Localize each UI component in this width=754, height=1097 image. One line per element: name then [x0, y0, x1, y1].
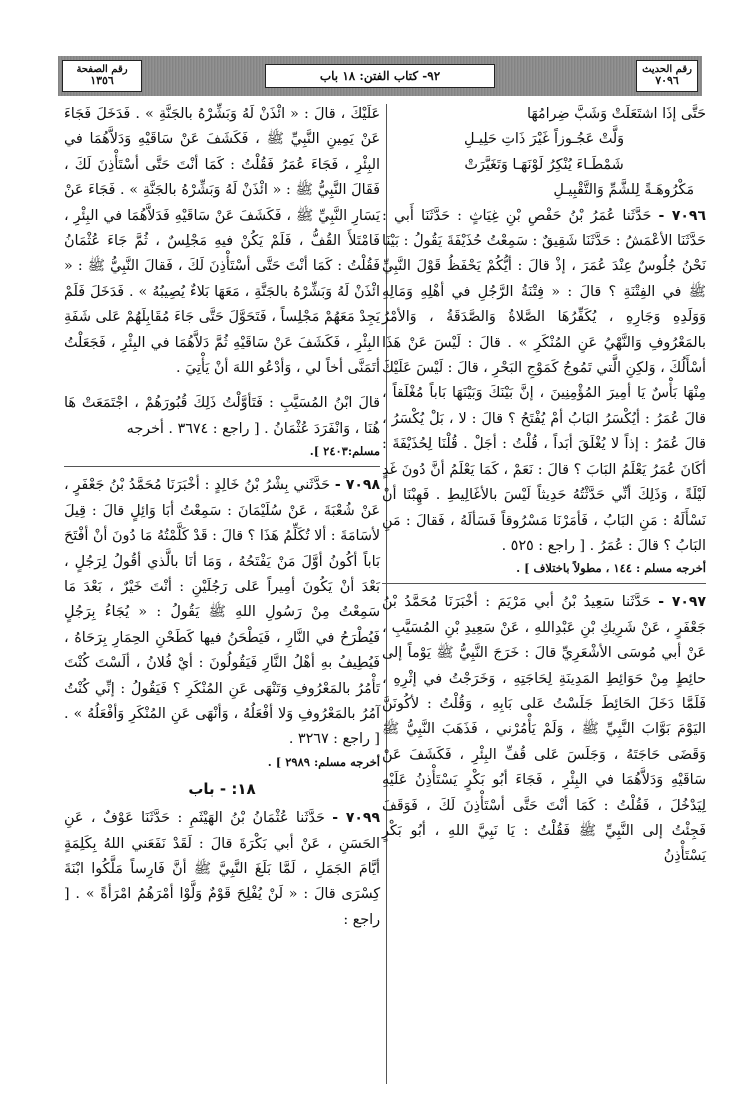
book-title: ٩٢- كتاب الفتن: ١٨ باب [319, 68, 441, 83]
poem-verse-2: وَلَّتْ عَجُـوزاً غَيْرَ ذَاتِ حَلِيـلِ [463, 131, 625, 148]
book-title-box [265, 64, 495, 88]
chapter-heading: ١٨: - باب [188, 779, 256, 798]
left-column [64, 102, 380, 933]
hadith-7099 [64, 806, 380, 933]
hadith-number-box [636, 60, 698, 92]
hadith-number-value: ٧٠٩٦ [655, 74, 679, 88]
hadith-7097-text: حَدَّثَنا سَعِيدُ بْنُ أبي مَرْيَمَ : أخْبَرَنَا مُحَمَّدُ بْنُ جَعْفَرٍ ، عَنْ شَرِيكِ بْنِ عَبْدِاللهِ ، عَنْ سَعِيدِ بْنِ المُسَيَّبِ ، عَنْ أبي مُوسَى الأشْعَرِيِّ قالَ : خَرَجَ النَّبِيُّ ﷺ يَوْماً إلى حائِطٍ مِنْ حَوَائِطِ المَدِينَةِ لِحَاجَتِهِ ، وَخَرَجْتُ في إثْرِهِ ، فَلَمَّا دَخَلَ الحَائِطَ جَلَسْتُ عَلى بَابِهِ ، وَقُلْتُ : لأكُونَنَّ اليَوْمَ بَوَّابَ النَّبِيِّ ﷺ ، وَلَمْ يَأْمُرْني ، فَذَهَبَ النَّبِيُّ ﷺ وَقَضَى حَاجَتَهُ ، وَجَلَسَ عَلى قُفِّ البِئْرِ ، فَكَشَفَ عَنْ سَاقَيْهِ وَدَلاَّهُمَا في البِئْرِ ، فَجَاءَ أبُو بَكْرٍ يَسْتَأْذِنُ عَلَيْهِ لِيَدْخُلَ ، فَقُلْتُ : كَمَا أنْتَ حَتَّى أسْتَأْذِنَ لَكَ ، فَوَقَفَ فَجِئْتُ إلى النَّبِيِّ ﷺ فَقُلْتُ : يَا نَبِيَّ اللهِ ، أبُو بَكْرٍ يَسْتَأْذِنُ [382, 594, 706, 865]
hadith-7096 [382, 204, 706, 560]
poem-verse-1: حَتَّى إذَا اشتَعَلَتْ وَشَبَّ ضِرامُهَا [526, 106, 706, 122]
page-number-box [62, 60, 142, 92]
hadith-number-7098: ٧٠٩٨ - [334, 477, 380, 494]
page-number-value: ١٣٥٦ [90, 74, 114, 88]
hadith-number-7096: ٧٠٩٦ - [658, 207, 707, 224]
hadith-7097-continuation: عَلَيْكَ ، قالَ : « ائْذَنْ لَهُ وَبَشِّرْهُ بالجَنَّةِ » . فَدَخَلَ فَجَاءَ عَنْ يَمِينِ النَّبِيِّ ﷺ ، فَكَشَفَ عَنْ سَاقَيْهِ وَدَلاَّهُمَا في البِئْرِ ، فَجَاءَ عُمَرُ فَقُلْتُ : كَمَا أنْتَ حَتَّى أسْتَأْذِنَ لَكَ ، فَقَالَ النَّبِيُّ ﷺ : « ائْذَنْ لَهُ وَبَشِّرْهُ بالجَنَّةِ » . فَجَاءَ عَنْ يَسَارِ النَّبِيِّ ﷺ ، فَكَشَفَ عَنْ سَاقَيْهِ فَدَلاَّهُمَا في البِئْرِ ، فَامْتَلأَ القُفُّ ، فَلَمْ يَكُنْ فيهِ مَجْلِسٌ ، ثُمَّ جَاءَ عُثْمَانُ فَقُلْتُ : كَمَا أنْتَ حَتَّى أسْتَأْذِنَ لَكَ ، فَقالَ النَّبِيُّ ﷺ : « ائْذَنْ لَهُ وَبَشِّرْهُ بالجَنَّةِ ، مَعَهَا بَلاءٌ يُصِيبُهُ » . فَدَخَلَ فَلَمْ يَجِدْ مَعَهُمْ مَجْلِساً ، فَتَحَوَّلَ حَتَّى جَاءَ مُقَابِلَهُمْ عَلى شَفَةِ البِئْرِ ، فَكَشَفَ عَنْ سَاقَيْهِ ثُمَّ دَلاَّهُمَا في البِئْرِ ، فَجَعَلْتُ أتَمَنَّى أخاً لي ، وَأدْعُو اللهَ أنْ يَأْتِيَ . [64, 106, 380, 377]
hadith-number-7099: ٧٠٩٩ - [332, 810, 380, 827]
hadith-7097 [382, 590, 706, 869]
hadith-separator [64, 466, 380, 467]
hadith-7098-reference: أخرجه مسلم: ٢٩٨٩ ] . [267, 754, 380, 769]
page-header [58, 56, 702, 96]
poem-verse-3: شَمْطَـاءَ يُنْكِرُ لَوْنَهَـا وَتَغَيَّرَتْ [464, 156, 624, 173]
hadith-number-label: رقم الحديث [642, 63, 692, 75]
ibn-musayyib-reference: مسلم:٢٤٠٣ ]. [309, 444, 380, 459]
ibn-musayyib-note: قالَ ابْنُ المُسَيَّبِ : فَتَأوَّلْتُ ذَلِكَ قُبُورَهُمْ ، اجْتَمَعَتْ هَا هُنَا ، وَانْفَرَدَ عُثْمَانُ . [ راجع : ٣٦٧٤ . أخرجه [64, 395, 380, 437]
poem-verse-4: مَكْرُوهَـةً لِلشَّمِّ وَالتَّقْبِيـلِ [553, 182, 694, 199]
hadith-7098 [64, 473, 380, 752]
hadith-7099-text: حَدَّثَنا عُثْمَانُ بْنُ الهَيْثَمِ : حَدَّثَنَا عَوْفٌ ، عَنِ الحَسَنِ ، عَنْ أبي بَكْرَةَ قالَ : لَقَدْ نَفَعَني اللهُ بِكَلِمَةٍ أيَّامَ الجَمَلِ ، لَمَّا بَلَغَ النَّبِيَّ ﷺ أنَّ فَارِساً مَلَّكُوا ابْنَةَ كِسْرَى قالَ : « لَنْ يُفْلِحَ قَوْمٌ وَلَّوْا أمْرَهُمُ امْرَأةً » . [ راجع : [64, 810, 380, 928]
hadith-number-7097: ٧٠٩٧ - [658, 594, 706, 611]
hadith-separator [382, 583, 706, 584]
hadith-7096-reference: أخرجه مسلم : ١٤٤ ، مطولاً باختلاف ] . [516, 561, 706, 576]
right-column [382, 102, 706, 870]
hadith-7098-text: حَدَّثَني بِشْرُ بْنُ خَالِدٍ : أخْبَرَنَا مُحَمَّدُ بْنُ جَعْفَرٍ ، عَنْ شُعْبَةَ ، عَنْ سُلَيْمَانَ : سَمِعْتُ أبَا وَائِلٍ قالَ : قِيلَ لأسَامَةَ : ألا تُكَلِّمُ هَذَا ؟ قالَ : قَدْ كَلَّمْتُهُ مَا دُونَ أنْ أفْتَحَ بَاباً أكُونُ أوَّلَ مَنْ يَفْتَحُهُ ، وَمَا أنَا بالَّذي أقُولُ لِرَجُلٍ ، بَعْدَ أنْ يَكُونَ أمِيراً عَلى رَجُلَيْنِ : أنْتَ خَيْرٌ ، بَعْدَ مَا سَمِعْتُ مِنْ رَسُولِ اللهِ ﷺ يَقُولُ : « يُجَاءُ بِرَجُلٍ فَيُطْرَحُ في النَّارِ ، فَيَطْحَنُ فيها كَطَحْنِ الحِمَارِ بِرَحَاهُ ، فَيُطِيفُ بهِ أهْلُ النَّارِ فَيَقُولُونَ : أيْ فُلانُ ، ألَسْتَ كُنْتَ تَأْمُرُ بالمَعْرُوفِ وَتَنْهَى عَنِ المُنْكَرِ ؟ فَيَقُولُ : إنِّي كُنْتُ آمُرُ بالمَعْرُوفِ وَلا أفْعَلُهُ ، وَأنْهَى عَنِ المُنْكَرِ وَأفْعَلُهُ » . [ راجع : ٣٢٦٧ . [64, 477, 380, 748]
hadith-7096-text: حَدَّثَنا عُمَرُ بْنُ حَفْصِ بْنِ غِيَاثٍ : حَدَّثَنَا أَبي : حَدَّثَنَا الأعْمَشُ : حَدَّثَنَا شَقِيقٌ : سَمِعْتُ حُذَيْفَةَ يَقُولُ : بَيْنَا نَحْنُ جُلُوسٌ عِنْدَ عُمَرَ ، إذْ قالَ : أيُّكُمْ يَحْفَظُ قَوْلَ النَّبِيِّ ﷺ في الفِتْنَةِ ؟ قالَ : « فِتْنَةُ الرَّجُلِ في أهْلِهِ وَمَالِهِ وَوَلَدِهِ وَجَارِهِ ، يُكَفِّرُهَا الصَّلاةُ وَالصَّدَقَةُ ، وَالأمْرُ بالمَعْرُوفِ وَالنَّهْيُ عَنِ المُنْكَرِ » . قالَ : لَيْسَ عَنْ هَذَا أسْأَلُكَ ، وَلكِنِ الَّتي تَمُوجُ كَمَوْجِ البَحْرِ ، قالَ : لَيْسَ عَلَيْكَ مِنْهَا بَأْسٌ يَا أمِيرَ المُؤْمِنِينَ ، إنَّ بَيْنَكَ وَبَيْنَهَا بَاباً مُغْلَقاً ، قالَ عُمَرُ : أيُكْسَرُ البَابُ أمْ يُفْتَحُ ؟ قالَ : لا ، بَلْ يُكْسَرُ ، قالَ عُمَرُ : إذاً لا يُغْلَقَ أبَداً ، قُلْتُ : أجَلْ . قُلْنَا لِحُذَيْفَةَ : أكَانَ عُمَرُ يَعْلَمُ البَابَ ؟ قالَ : نَعَمْ ، كَمَا يَعْلَمُ أنَّ دُونَ غَدٍ لَيْلَةً ، وَذَلِكَ أنِّي حَدَّثْتُهُ حَدِيثاً لَيْسَ بالأغَالِيطِ . فَهِبْنَا أنْ نَسْأَلَهُ : مَنِ البَابُ ، فَأمَرْنَا مَسْرُوقاً فَسَألَهُ ، فَقالَ : مَنِ البَابُ ؟ قالَ : عُمَرُ . [ راجع : ٥٢٥ . [382, 207, 706, 554]
page-number-label: رقم الصفحة [76, 63, 128, 75]
